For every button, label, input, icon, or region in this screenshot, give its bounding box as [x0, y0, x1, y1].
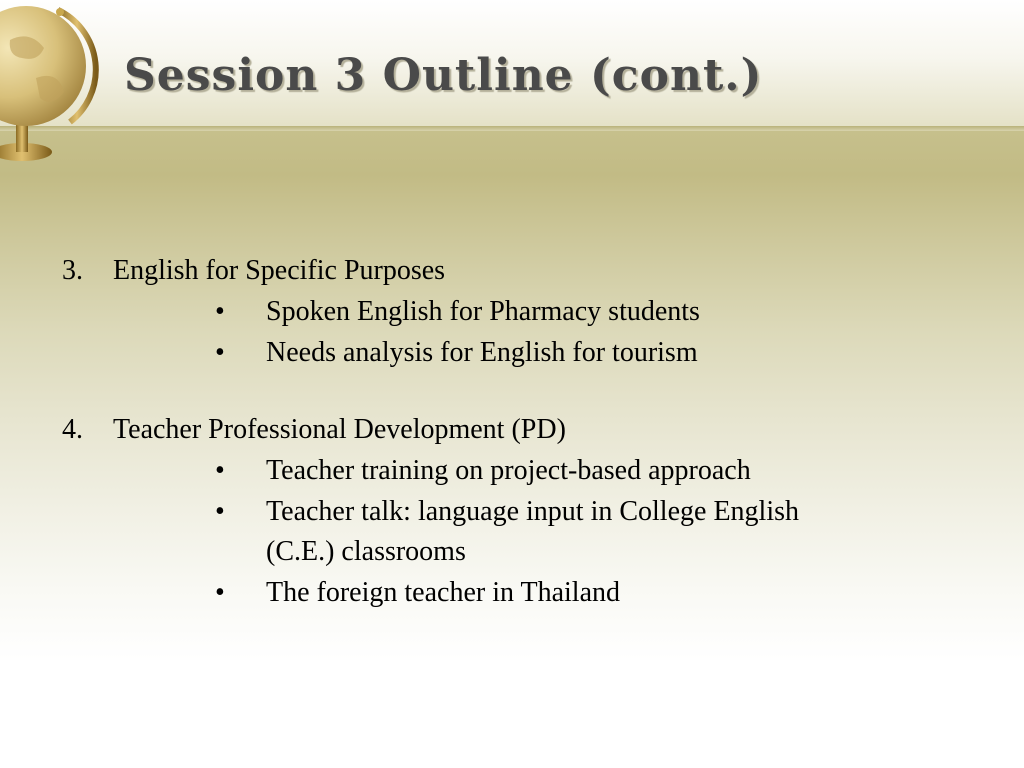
section-heading: Teacher Professional Development (PD): [113, 414, 566, 445]
bullet-marker: •: [215, 296, 225, 327]
section-number: 4.: [62, 414, 83, 445]
bullet-item-continuation: (C.E.) classrooms: [266, 536, 466, 567]
slide-title: Session 3 Outline (cont.): [124, 50, 763, 101]
bullet-marker: •: [215, 455, 225, 486]
bullet-item: Needs analysis for English for tourism: [266, 337, 698, 368]
section-heading: English for Specific Purposes: [113, 255, 446, 286]
bullet-item: The foreign teacher in Thailand: [266, 577, 620, 608]
bullet-marker: •: [215, 496, 225, 527]
bullet-marker: •: [215, 577, 225, 608]
bullet-item: Teacher training on project-based approach: [266, 455, 751, 486]
bullet-item: Teacher talk: language input in College English: [266, 496, 799, 527]
bullet-item: Spoken English for Pharmacy students: [266, 296, 700, 327]
bullet-marker: •: [215, 337, 225, 368]
section-number: 3.: [62, 255, 83, 286]
